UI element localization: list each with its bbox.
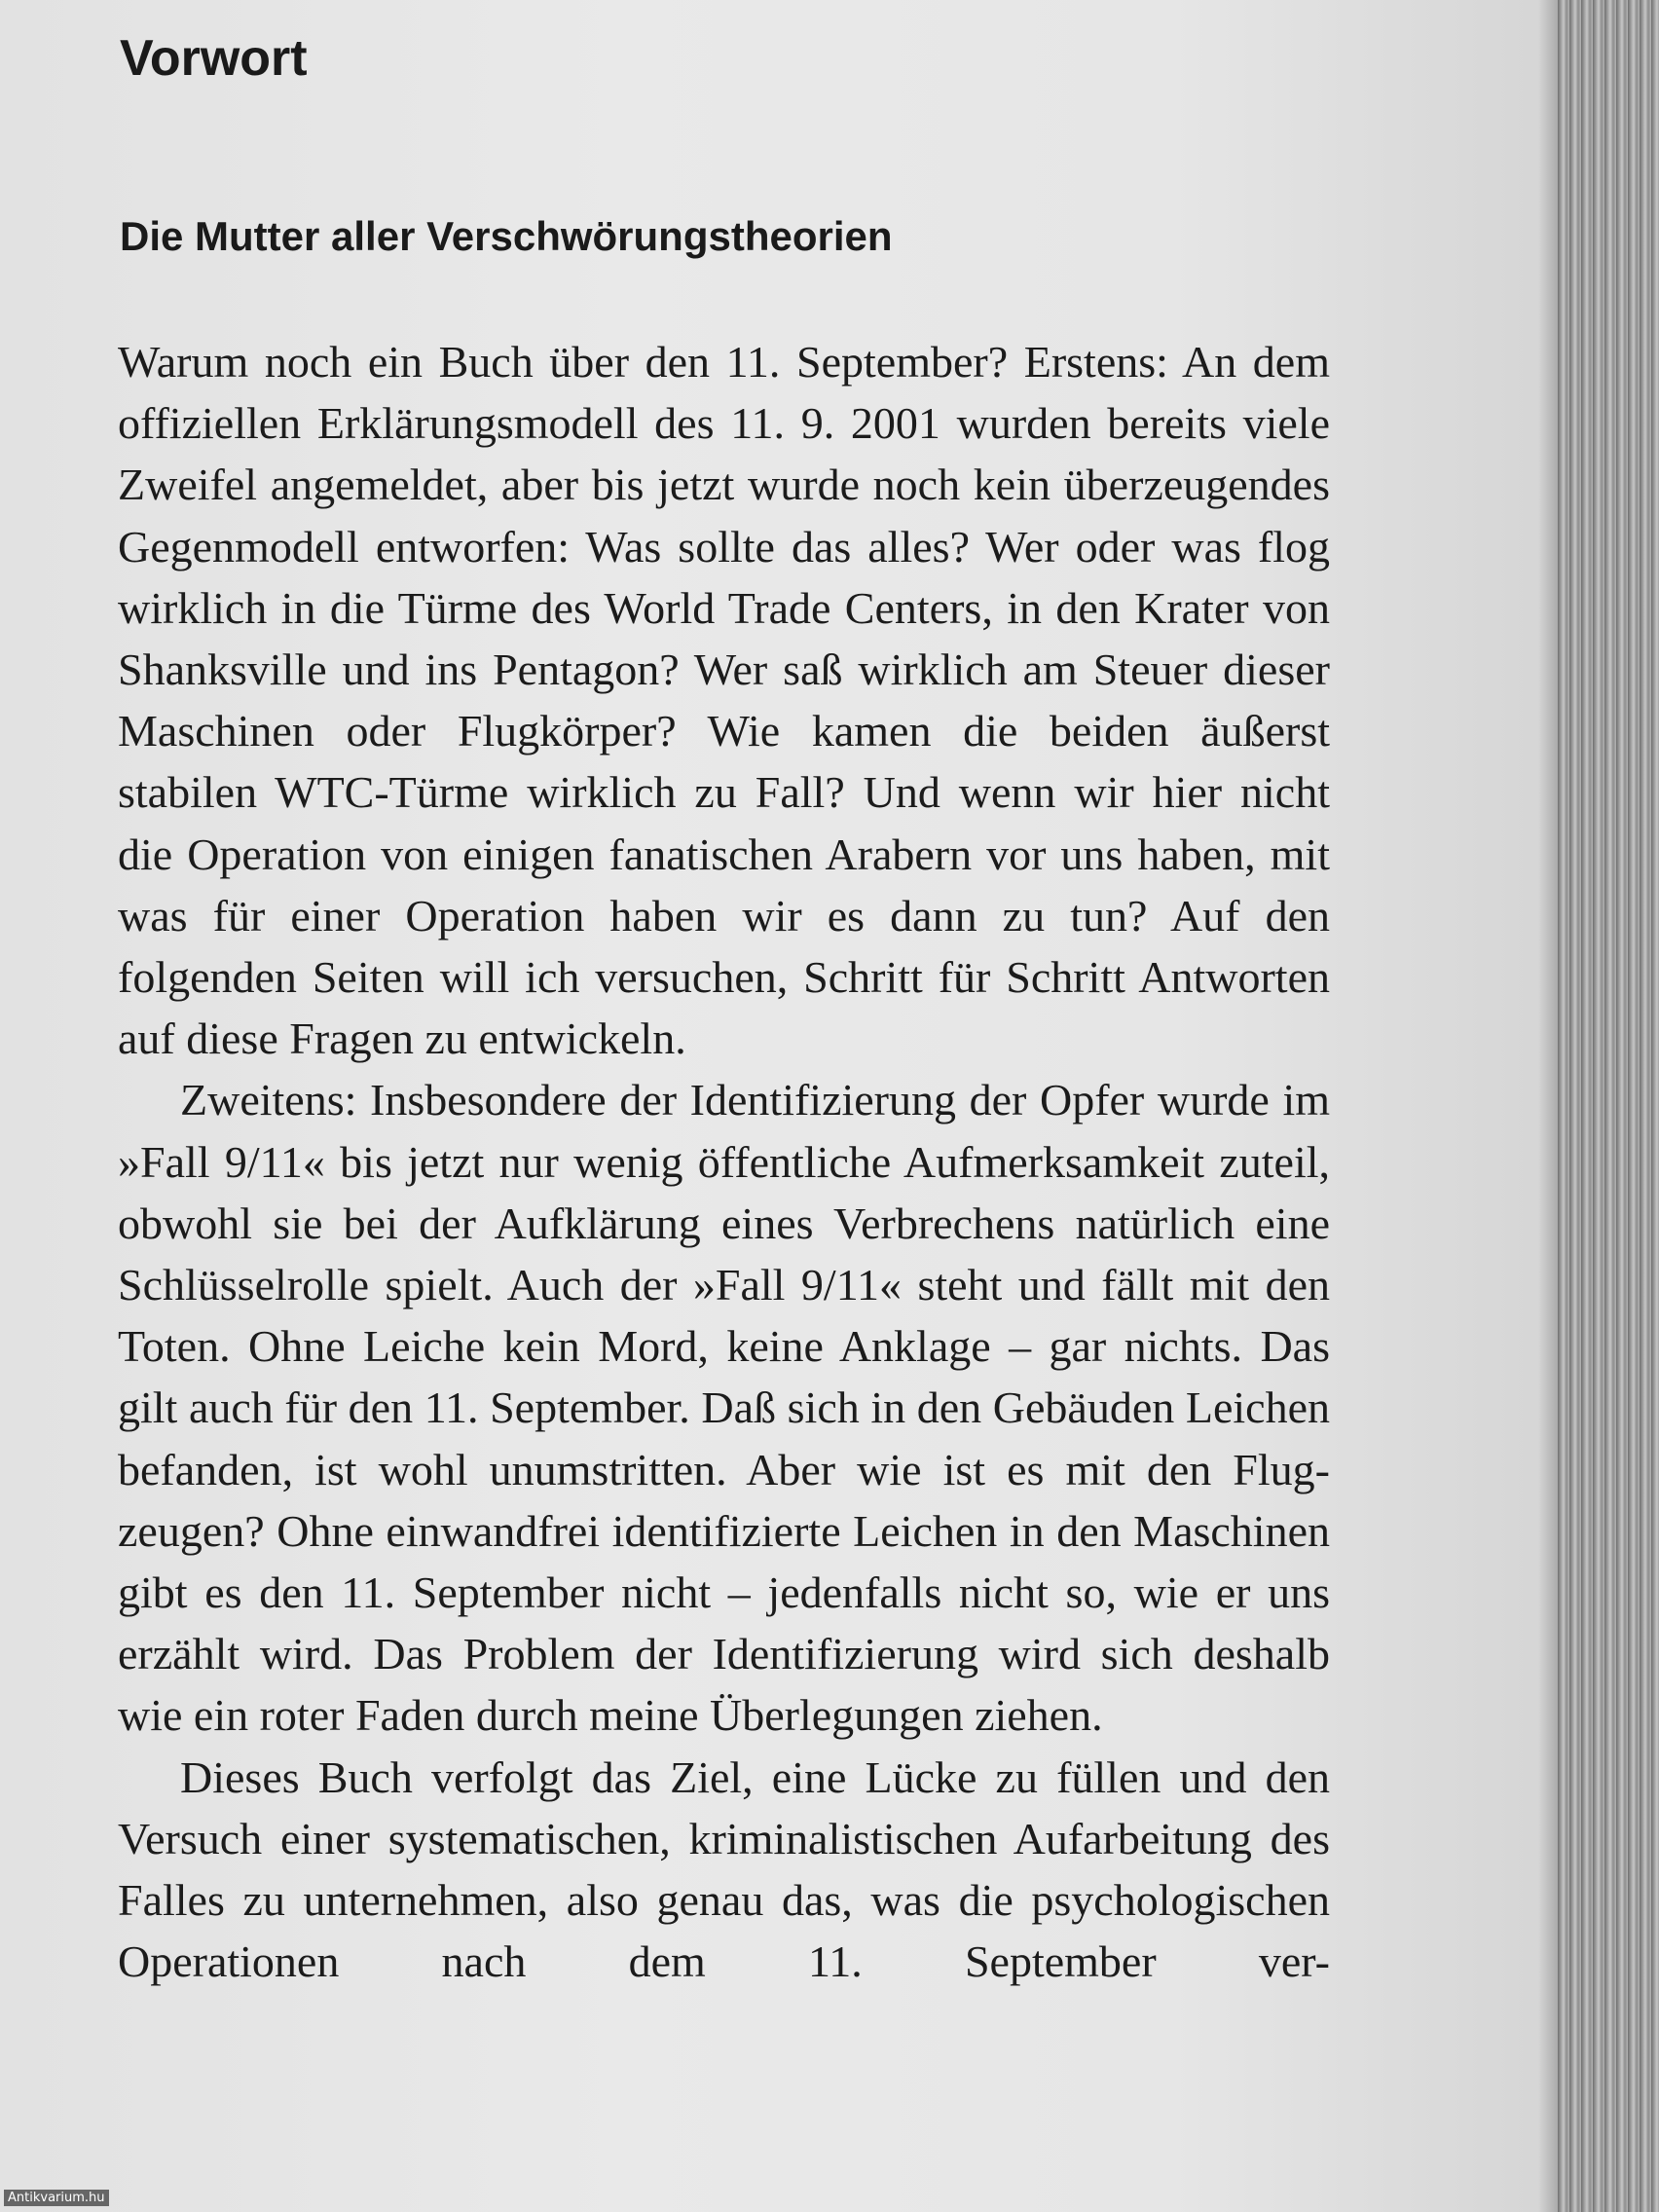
section-title: Die Mutter aller Verschwörungstheorien <box>120 213 893 259</box>
paragraph-3: Dieses Buch verfolgt das Ziel, eine Lücke zu füllen und den Versuch einer systematischen, kriminalistischen Aufarbeitung des Falles zu unternehmen, also genau das, was die psychologischen Operationen nach dem 11. September ver- <box>118 1751 1330 1987</box>
page-gutter-shadow <box>1538 0 1560 2212</box>
page-stack-edge <box>1558 0 1659 2212</box>
watermark: Antikvarium.hu <box>4 2190 109 2206</box>
paragraph-2: Zweitens: Insbesondere der Identifizierung der Opfer wurde im »Fall 9/11« bis jetzt nur wenig öffentliche Aufmerksamkeit zuteil, obwohl sie bei der Aufklärung eines Verbrechens natürlich eine Schlüsselrolle spielt. Auch der »Fall 9/11« steht und fällt mit den Toten. Ohne Leiche kein Mord, keine Anklage – gar nichts. Das gilt auch für den 11. September. Daß sich in den Gebäuden Leichen befanden, ist wohl unumstritten. Aber wie ist es mit den Flugzeugen? Ohne einwandfrei identifizierte Leichen in den Maschinen gibt es den 11. September nicht – jedenfalls nicht so, wie er uns erzählt wird. Das Problem der Identifizierung wird sich deshalb wie ein roter Faden durch meine Überlegungen ziehen. <box>118 1075 1330 1741</box>
chapter-title: Vorwort <box>120 30 308 87</box>
paragraph-1: Warum noch ein Buch über den 11. September? Erstens: An dem offiziellen Erklärungsmodell des 11. 9. 2001 wurden bereits viele Zweifel angemeldet, aber bis jetzt wurde noch kein überzeugendes Gegenmodell entworfen: Was sollte das alles? Wer oder was flog wirklich in die Türme des World Trade Centers, in den Krater von Shanksville und ins Pentagon? Wer saß wirklich am Steuer dieser Maschinen oder Flugkörper? Wie kamen die beiden äußerst stabilen WTC-Türme wirklich zu Fall? Und wenn wir hier nicht die Operation von einigen fanatischen Arabern vor uns haben, mit was für einer Operation haben wir es dann zu tun? Auf den folgenden Seiten will ich versuchen, Schritt für Schritt Antworten auf diese Fragen zu entwickeln. <box>118 337 1330 1064</box>
body-text <box>118 331 1330 1992</box>
